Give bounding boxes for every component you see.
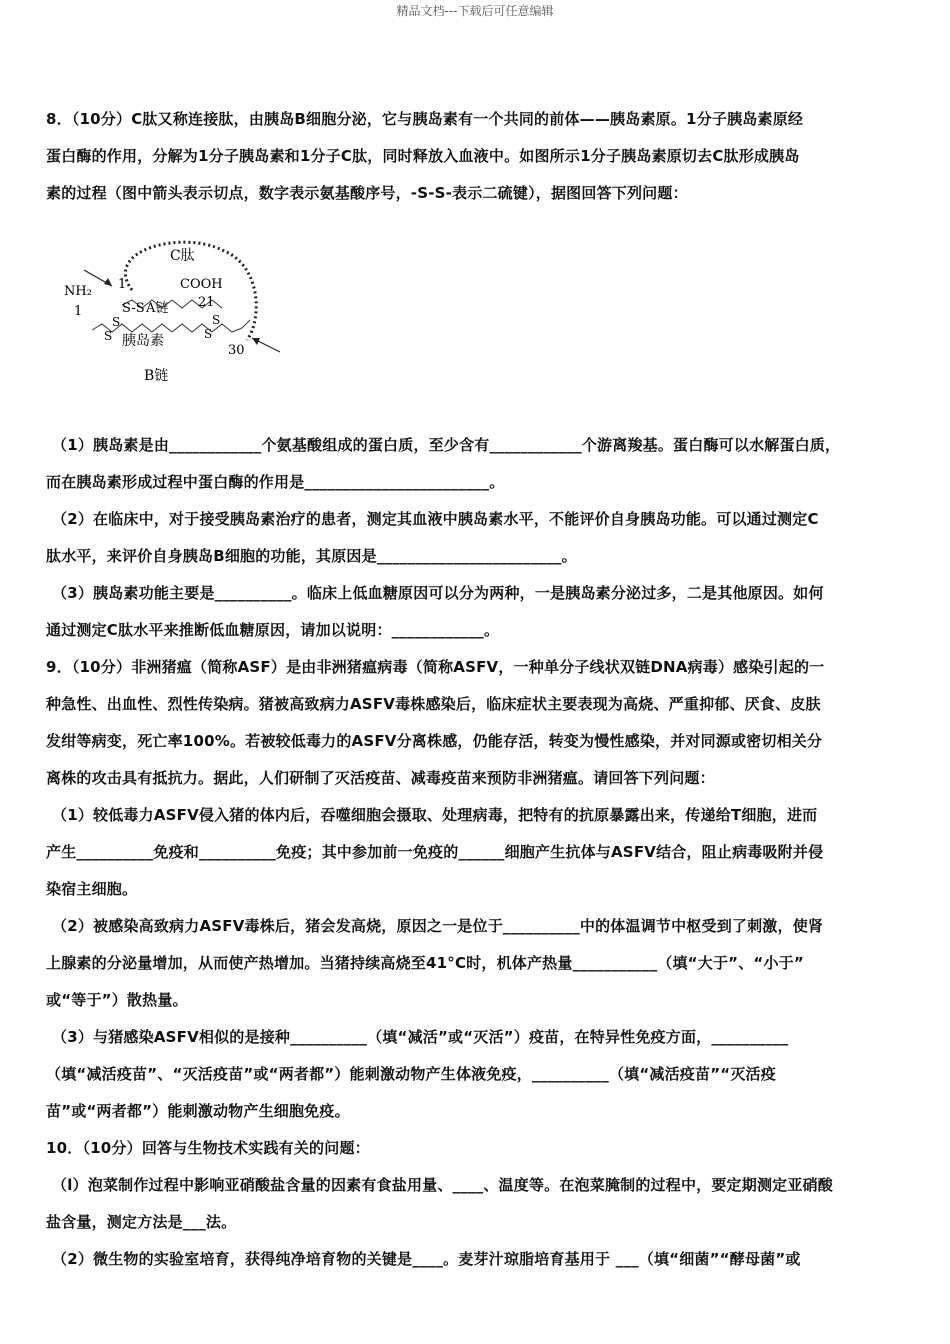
nh2-label: NH₂ [64,284,92,299]
cooh-label: COOH [180,277,223,292]
q9-line-8: （2）被感染高致病力ASFV毒株后，猪会发高烧，原因之一是位于__________中的体温调节中枢受到了刺激，使肾 [52,917,824,935]
q10-line-1: 10．（10分）回答与生物技术实践有关的问题： [46,1139,370,1157]
q8-sub-5: （3）胰岛素功能主要是__________。临床上低血糖原因可以分为两种，一是胰岛素分泌过多，二是其他原因。如何 [52,584,824,602]
q10-line-3: 盐含量，测定方法是___法。 [46,1213,237,1231]
a-chain-label: A链 [146,301,169,316]
q9-line-13: 苗”或“两者都”）能刺激动物产生细胞免疫。 [46,1102,350,1120]
q8-sub-4: 肽水平，来评价自身胰岛B细胞的功能，其原因是________________________。 [46,547,577,565]
q9-line-2: 种急性、出血性、烈性传染病。猪被高致病力ASFV毒株感染后，临床症状主要表现为高烧、严重抑郁、厌食、皮肤 [46,695,821,713]
q9-line-9: 上腺素的分泌量增加，从而使产热增加。当猪持续高烧至41°C时，机体产热量___________（填“大于”、“小于” [46,954,804,972]
a-chain-end-number: 21 [198,295,215,310]
q9-line-3: 发绀等病变，死亡率100%。若被较低毒力的ASFV分离株感，仍能存活，转变为慢性感染，并对同源或密切相关分 [46,732,823,750]
q8-sub-6: 通过测定C肽水平来推断低血糖原因，请加以说明：____________。 [46,621,500,639]
q8-line-1: 8．（10分）C肽又称连接肽，由胰岛B细胞分泌，它与胰岛素有一个共同的前体——胰岛素原。1分子胰岛素原经 [46,110,804,128]
q10-line-4: （2）微生物的实验室培育，获得纯净培育物的关键是____。麦芽汁琼脂培育基用于 ___（填“细菌”“酵母菌”或 [52,1250,801,1268]
a-chain-start-number: 1 [118,277,127,292]
q9-line-5: （1）较低毒力ASFV侵入猪的体内后，吞噬细胞会摄取、处理病毒，把特有的抗原暴露出来，传递给T细胞，进而 [52,806,818,824]
q10-line-2: （l）泡菜制作过程中影响亚硝酸盐含量的因素有食盐用量、____、温度等。在泡菜腌制的过程中，要定期测定亚硝酸 [52,1176,833,1194]
b-chain-start-number: 1 [74,304,83,319]
q8-sub-3: （2）在临床中，对于接受胰岛素治疗的患者，测定其血液中胰岛素水平，不能评价自身胰岛功能。可以通过测定C [52,510,819,528]
b-chain-end-number: 30 [228,343,245,358]
q8-line-3: 素的过程（图中箭头表示切点，数字表示氨基酸序号，-S-S-表示二硫键），据图回答下列问题： [46,184,688,202]
page-header: 精品文档---下载后可任意编辑 [396,4,554,18]
insulin-figure [46,212,908,427]
q9-line-7: 染宿主细胞。 [46,880,138,898]
q9-line-4: 离株的攻击具有抵抗力。据此，人们研制了灭活疫苗、减毒疫苗来预防非洲猪瘟。请回答下列问题： [46,769,715,787]
q8-sub-1: （1）胰岛素是由____________个氨基酸组成的蛋白质，至少含有____________个游离羧基。蛋白酶可以水解蛋白质， [52,436,841,454]
q9-line-12: （填“减活疫苗”、“灭活疫苗”或“两者都”）能刺激动物产生体液免疫，__________（填“减活疫苗”“灭活疫 [46,1065,776,1083]
disulfide-label: S-S [122,301,145,316]
q9-line-11: （3）与猪感染ASFV相似的是接种__________（填“减活”或“灭活”）疫苗，在特异性免疫方面，__________ [52,1028,789,1046]
s-right-2: S [204,327,213,341]
proinsulin-diagram [62,220,292,420]
c-peptide-label: C肽 [170,248,195,264]
q8-line-2: 蛋白酶的作用，分解为1分子胰岛素和1分子C肽，同时释放入血液中。如图所示1分子胰岛素原切去C肽形成胰岛 [46,147,800,165]
s-right-1: S [212,313,221,327]
insulin-label: 胰岛素 [122,333,164,349]
q9-line-6: 产生__________免疫和__________免疫；其中参加前一免疫的______细胞产生抗体与ASFV结合，阻止病毒吸附并侵 [46,843,824,861]
document-body [46,101,908,1278]
q9-line-10: 或“等于”）散热量。 [46,991,188,1009]
b-chain-label: B链 [144,368,169,384]
q8-sub-2: 而在胰岛素形成过程中蛋白酶的作用是________________________。 [46,473,505,491]
s-left-2: S [104,329,113,343]
s-left-1: S [112,315,121,329]
q9-line-1: 9．（10分）非洲猪瘟（简称ASF）是由非洲猪瘟病毒（简称ASFV，一种单分子线状双链DNA病毒）感染引起的一 [46,658,825,676]
